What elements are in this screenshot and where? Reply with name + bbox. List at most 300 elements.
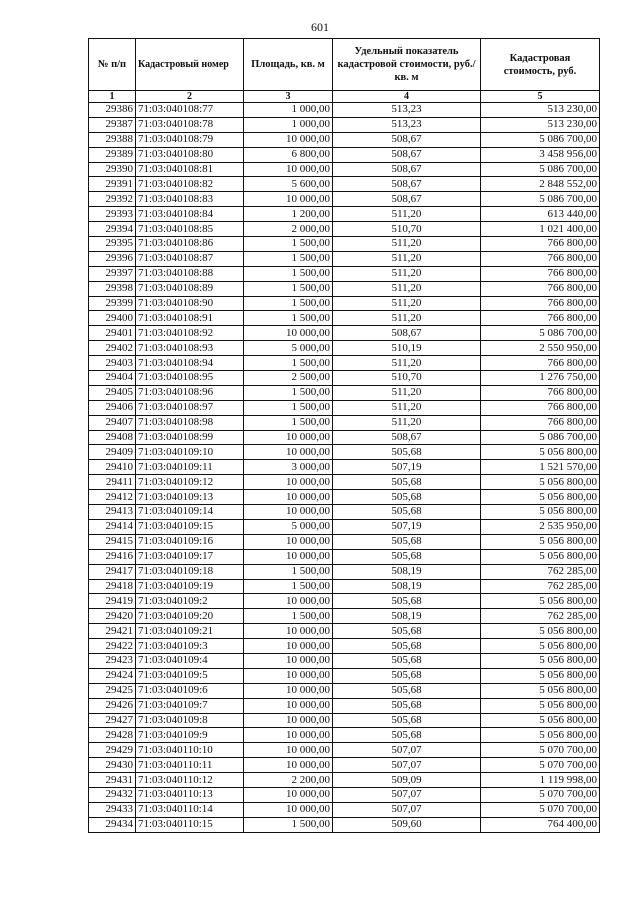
table-row <box>89 117 600 132</box>
unit-value-cell: 508,67 <box>333 326 481 341</box>
table-row <box>89 683 600 698</box>
cadastral-value-cell: 5 056 800,00 <box>481 534 600 549</box>
cadastral-number-cell: 71:03:040108:83 <box>136 192 244 207</box>
unit-value-cell: 511,20 <box>333 281 481 296</box>
unit-value-cell: 511,20 <box>333 237 481 252</box>
area-cell: 10 000,00 <box>244 653 333 668</box>
cadastral-value-cell: 766 800,00 <box>481 311 600 326</box>
row-number-cell: 29398 <box>89 281 136 296</box>
table-row <box>89 668 600 683</box>
table-row <box>89 713 600 728</box>
unit-value-cell: 508,67 <box>333 177 481 192</box>
column-number: 5 <box>481 91 600 103</box>
area-cell: 10 000,00 <box>244 758 333 773</box>
unit-value-cell: 508,19 <box>333 579 481 594</box>
unit-value-cell: 507,07 <box>333 802 481 817</box>
cadastral-value-cell: 5 056 800,00 <box>481 549 600 564</box>
row-number-cell: 29394 <box>89 222 136 237</box>
cadastral-value-cell: 766 800,00 <box>481 281 600 296</box>
table-row <box>89 609 600 624</box>
cadastral-number-cell: 71:03:040108:81 <box>136 162 244 177</box>
area-cell: 10 000,00 <box>244 624 333 639</box>
area-cell: 1 500,00 <box>244 237 333 252</box>
unit-value-cell: 505,68 <box>333 549 481 564</box>
area-cell: 1 500,00 <box>244 817 333 832</box>
area-cell: 10 000,00 <box>244 549 333 564</box>
cadastral-number-cell: 71:03:040108:99 <box>136 430 244 445</box>
unit-value-cell: 511,20 <box>333 311 481 326</box>
table-row <box>89 371 600 386</box>
unit-value-cell: 508,19 <box>333 609 481 624</box>
area-cell: 3 000,00 <box>244 460 333 475</box>
cadastral-number-cell: 71:03:040109:15 <box>136 519 244 534</box>
unit-value-cell: 505,68 <box>333 445 481 460</box>
row-number-cell: 29425 <box>89 683 136 698</box>
cadastral-number-cell: 71:03:040110:15 <box>136 817 244 832</box>
unit-value-cell: 505,68 <box>333 505 481 520</box>
table-body <box>89 103 600 833</box>
table-row <box>89 549 600 564</box>
cadastral-value-cell: 5 056 800,00 <box>481 698 600 713</box>
area-cell: 10 000,00 <box>244 639 333 654</box>
column-number: 3 <box>244 91 333 103</box>
cadastral-number-cell: 71:03:040108:98 <box>136 415 244 430</box>
cadastral-number-cell: 71:03:040108:96 <box>136 385 244 400</box>
area-cell: 2 200,00 <box>244 773 333 788</box>
table-row <box>89 326 600 341</box>
area-cell: 1 500,00 <box>244 296 333 311</box>
table-row <box>89 341 600 356</box>
area-cell: 1 500,00 <box>244 609 333 624</box>
row-number-cell: 29411 <box>89 475 136 490</box>
cadastral-value-cell: 613 440,00 <box>481 207 600 222</box>
unit-value-cell: 510,19 <box>333 341 481 356</box>
page-number: 601 <box>311 20 329 34</box>
cadastral-number-cell: 71:03:040108:87 <box>136 251 244 266</box>
area-cell: 10 000,00 <box>244 326 333 341</box>
table-row <box>89 385 600 400</box>
unit-value-cell: 507,19 <box>333 460 481 475</box>
table-row <box>89 475 600 490</box>
row-number-cell: 29421 <box>89 624 136 639</box>
cadastral-value-cell: 1 521 570,00 <box>481 460 600 475</box>
unit-value-cell: 507,07 <box>333 743 481 758</box>
cadastral-number-cell: 71:03:040108:89 <box>136 281 244 296</box>
cadastral-value-cell: 5 086 700,00 <box>481 430 600 445</box>
header-row-number: № п/п <box>89 39 136 91</box>
cadastral-value-cell: 5 056 800,00 <box>481 653 600 668</box>
row-number-cell: 29402 <box>89 341 136 356</box>
row-number-cell: 29419 <box>89 594 136 609</box>
cadastral-number-cell: 71:03:040108:91 <box>136 311 244 326</box>
area-cell: 1 500,00 <box>244 400 333 415</box>
cadastral-number-cell: 71:03:040108:80 <box>136 147 244 162</box>
unit-value-cell: 505,68 <box>333 534 481 549</box>
unit-value-cell: 505,68 <box>333 490 481 505</box>
table-row <box>89 222 600 237</box>
table-row <box>89 490 600 505</box>
row-number-cell: 29390 <box>89 162 136 177</box>
cadastral-value-cell: 513 230,00 <box>481 117 600 132</box>
cadastral-number-cell: 71:03:040110:11 <box>136 758 244 773</box>
area-cell: 10 000,00 <box>244 505 333 520</box>
cadastral-number-cell: 71:03:040109:6 <box>136 683 244 698</box>
cadastral-value-cell: 5 070 700,00 <box>481 743 600 758</box>
area-cell: 1 500,00 <box>244 356 333 371</box>
area-cell: 1 500,00 <box>244 415 333 430</box>
row-number-cell: 29427 <box>89 713 136 728</box>
cadastral-number-cell: 71:03:040109:13 <box>136 490 244 505</box>
cadastral-value-cell: 5 086 700,00 <box>481 162 600 177</box>
table-row <box>89 415 600 430</box>
table-row <box>89 132 600 147</box>
table-row <box>89 579 600 594</box>
cadastral-value-cell: 2 550 950,00 <box>481 341 600 356</box>
table-row <box>89 400 600 415</box>
area-cell: 5 000,00 <box>244 519 333 534</box>
table-row <box>89 147 600 162</box>
cadastral-value-cell: 5 056 800,00 <box>481 668 600 683</box>
table-row <box>89 505 600 520</box>
cadastral-number-cell: 71:03:040109:7 <box>136 698 244 713</box>
unit-value-cell: 505,68 <box>333 698 481 713</box>
unit-value-cell: 505,68 <box>333 668 481 683</box>
cadastral-value-cell: 3 458 956,00 <box>481 147 600 162</box>
cadastral-number-cell: 71:03:040108:85 <box>136 222 244 237</box>
row-number-cell: 29429 <box>89 743 136 758</box>
cadastral-value-cell: 5 070 700,00 <box>481 787 600 802</box>
table-row <box>89 207 600 222</box>
unit-value-cell: 511,20 <box>333 415 481 430</box>
unit-value-cell: 509,09 <box>333 773 481 788</box>
cadastral-number-cell: 71:03:040108:97 <box>136 400 244 415</box>
unit-value-cell: 507,07 <box>333 787 481 802</box>
unit-value-cell: 508,67 <box>333 147 481 162</box>
column-number: 4 <box>333 91 481 103</box>
cadastral-value-cell: 1 276 750,00 <box>481 371 600 386</box>
unit-value-cell: 513,23 <box>333 117 481 132</box>
table-header <box>89 39 600 103</box>
area-cell: 10 000,00 <box>244 728 333 743</box>
unit-value-cell: 505,68 <box>333 728 481 743</box>
header-row <box>89 39 600 91</box>
area-cell: 10 000,00 <box>244 683 333 698</box>
row-number-cell: 29410 <box>89 460 136 475</box>
cadastral-value-cell: 2 535 950,00 <box>481 519 600 534</box>
cadastral-number-cell: 71:03:040108:86 <box>136 237 244 252</box>
cadastral-number-cell: 71:03:040109:10 <box>136 445 244 460</box>
table-row <box>89 519 600 534</box>
row-number-cell: 29418 <box>89 579 136 594</box>
cadastral-value-cell: 766 800,00 <box>481 251 600 266</box>
unit-value-cell: 505,68 <box>333 683 481 698</box>
cadastral-number-cell: 71:03:040110:10 <box>136 743 244 758</box>
cadastral-number-cell: 71:03:040109:2 <box>136 594 244 609</box>
area-cell: 10 000,00 <box>244 713 333 728</box>
cadastral-number-cell: 71:03:040108:93 <box>136 341 244 356</box>
unit-value-cell: 511,20 <box>333 356 481 371</box>
row-number-cell: 29399 <box>89 296 136 311</box>
area-cell: 10 000,00 <box>244 668 333 683</box>
cadastral-value-cell: 766 800,00 <box>481 385 600 400</box>
area-cell: 1 500,00 <box>244 311 333 326</box>
area-cell: 1 500,00 <box>244 266 333 281</box>
table-row <box>89 773 600 788</box>
unit-value-cell: 511,20 <box>333 207 481 222</box>
cadastral-value-cell: 2 848 552,00 <box>481 177 600 192</box>
row-number-cell: 29407 <box>89 415 136 430</box>
row-number-cell: 29386 <box>89 103 136 118</box>
cadastral-number-cell: 71:03:040109:4 <box>136 653 244 668</box>
cadastral-value-cell: 764 400,00 <box>481 817 600 832</box>
cadastral-value-cell: 762 285,00 <box>481 564 600 579</box>
table-row <box>89 296 600 311</box>
row-number-cell: 29420 <box>89 609 136 624</box>
cadastral-value-cell: 5 056 800,00 <box>481 624 600 639</box>
table-row <box>89 356 600 371</box>
area-cell: 1 000,00 <box>244 103 333 118</box>
area-cell: 10 000,00 <box>244 192 333 207</box>
table-row <box>89 534 600 549</box>
cadastral-value-cell: 5 070 700,00 <box>481 758 600 773</box>
table-row <box>89 266 600 281</box>
row-number-cell: 29426 <box>89 698 136 713</box>
cadastral-number-cell: 71:03:040108:84 <box>136 207 244 222</box>
cadastral-number-cell: 71:03:040108:95 <box>136 371 244 386</box>
area-cell: 1 500,00 <box>244 251 333 266</box>
row-number-cell: 29430 <box>89 758 136 773</box>
table-row <box>89 698 600 713</box>
unit-value-cell: 507,19 <box>333 519 481 534</box>
row-number-cell: 29422 <box>89 639 136 654</box>
cadastral-number-cell: 71:03:040109:11 <box>136 460 244 475</box>
table-row <box>89 162 600 177</box>
unit-value-cell: 511,20 <box>333 251 481 266</box>
unit-value-cell: 505,68 <box>333 653 481 668</box>
row-number-cell: 29395 <box>89 237 136 252</box>
table-row <box>89 653 600 668</box>
unit-value-cell: 505,68 <box>333 624 481 639</box>
table-row <box>89 177 600 192</box>
unit-value-cell: 509,60 <box>333 817 481 832</box>
table-row <box>89 192 600 207</box>
cadastral-value-cell: 5 056 800,00 <box>481 475 600 490</box>
row-number-cell: 29397 <box>89 266 136 281</box>
cadastral-number-cell: 71:03:040110:12 <box>136 773 244 788</box>
table-row <box>89 430 600 445</box>
unit-value-cell: 513,23 <box>333 103 481 118</box>
unit-value-cell: 505,68 <box>333 594 481 609</box>
cadastral-value-cell: 762 285,00 <box>481 609 600 624</box>
cadastral-number-cell: 71:03:040109:9 <box>136 728 244 743</box>
area-cell: 10 000,00 <box>244 534 333 549</box>
unit-value-cell: 508,67 <box>333 192 481 207</box>
cadastral-value-cell: 5 056 800,00 <box>481 683 600 698</box>
cadastral-number-cell: 71:03:040108:94 <box>136 356 244 371</box>
cadastral-number-cell: 71:03:040108:78 <box>136 117 244 132</box>
area-cell: 10 000,00 <box>244 162 333 177</box>
cadastral-number-cell: 71:03:040108:90 <box>136 296 244 311</box>
area-cell: 10 000,00 <box>244 787 333 802</box>
area-cell: 5 600,00 <box>244 177 333 192</box>
cadastral-value-cell: 5 070 700,00 <box>481 802 600 817</box>
cadastral-number-cell: 71:03:040109:16 <box>136 534 244 549</box>
table-row <box>89 237 600 252</box>
table-row <box>89 728 600 743</box>
cadastral-value-cell: 5 056 800,00 <box>481 728 600 743</box>
table-row <box>89 639 600 654</box>
table-row <box>89 251 600 266</box>
area-cell: 10 000,00 <box>244 445 333 460</box>
cadastral-number-cell: 71:03:040108:92 <box>136 326 244 341</box>
area-cell: 10 000,00 <box>244 132 333 147</box>
row-number-cell: 29434 <box>89 817 136 832</box>
area-cell: 10 000,00 <box>244 490 333 505</box>
unit-value-cell: 511,20 <box>333 266 481 281</box>
area-cell: 1 500,00 <box>244 281 333 296</box>
area-cell: 2 500,00 <box>244 371 333 386</box>
cadastral-value-cell: 766 800,00 <box>481 356 600 371</box>
cadastral-value-cell: 766 800,00 <box>481 415 600 430</box>
unit-value-cell: 508,19 <box>333 564 481 579</box>
row-number-cell: 29423 <box>89 653 136 668</box>
cadastral-value-cell: 5 056 800,00 <box>481 639 600 654</box>
row-number-cell: 29393 <box>89 207 136 222</box>
area-cell: 10 000,00 <box>244 594 333 609</box>
cadastral-number-cell: 71:03:040109:18 <box>136 564 244 579</box>
unit-value-cell: 508,67 <box>333 430 481 445</box>
cadastral-value-cell: 5 056 800,00 <box>481 505 600 520</box>
cadastral-number-cell: 71:03:040109:21 <box>136 624 244 639</box>
cadastral-value-cell: 513 230,00 <box>481 103 600 118</box>
row-number-cell: 29392 <box>89 192 136 207</box>
cadastral-value-cell: 766 800,00 <box>481 296 600 311</box>
table-row <box>89 743 600 758</box>
unit-value-cell: 511,20 <box>333 296 481 311</box>
row-number-cell: 29405 <box>89 385 136 400</box>
unit-value-cell: 510,70 <box>333 371 481 386</box>
table-row <box>89 594 600 609</box>
area-cell: 1 500,00 <box>244 385 333 400</box>
area-cell: 6 800,00 <box>244 147 333 162</box>
row-number-cell: 29415 <box>89 534 136 549</box>
row-number-cell: 29416 <box>89 549 136 564</box>
unit-value-cell: 505,68 <box>333 639 481 654</box>
row-number-cell: 29388 <box>89 132 136 147</box>
row-number-cell: 29406 <box>89 400 136 415</box>
header-area: Площадь, кв. м <box>244 39 333 91</box>
unit-value-cell: 511,20 <box>333 400 481 415</box>
cadastral-number-cell: 71:03:040109:3 <box>136 639 244 654</box>
unit-value-cell: 505,68 <box>333 475 481 490</box>
table-row <box>89 460 600 475</box>
area-cell: 1 200,00 <box>244 207 333 222</box>
row-number-cell: 29417 <box>89 564 136 579</box>
row-number-cell: 29396 <box>89 251 136 266</box>
table-row <box>89 624 600 639</box>
row-number-cell: 29409 <box>89 445 136 460</box>
row-number-cell: 29408 <box>89 430 136 445</box>
row-number-cell: 29389 <box>89 147 136 162</box>
cadastral-number-cell: 71:03:040109:14 <box>136 505 244 520</box>
cadastral-value-cell: 5 086 700,00 <box>481 192 600 207</box>
cadastral-value-cell: 5 086 700,00 <box>481 132 600 147</box>
row-number-cell: 29403 <box>89 356 136 371</box>
cadastral-number-cell: 71:03:040109:8 <box>136 713 244 728</box>
cadastral-number-cell: 71:03:040110:13 <box>136 787 244 802</box>
cadastral-value-cell: 5 056 800,00 <box>481 445 600 460</box>
table-row <box>89 281 600 296</box>
cadastral-number-cell: 71:03:040108:88 <box>136 266 244 281</box>
cadastral-value-cell: 766 800,00 <box>481 400 600 415</box>
area-cell: 1 000,00 <box>244 117 333 132</box>
area-cell: 1 500,00 <box>244 564 333 579</box>
cadastral-value-cell: 5 086 700,00 <box>481 326 600 341</box>
cadastral-value-cell: 766 800,00 <box>481 266 600 281</box>
table-row <box>89 445 600 460</box>
column-number-row <box>89 91 600 103</box>
row-number-cell: 29431 <box>89 773 136 788</box>
cadastral-value-cell: 1 021 400,00 <box>481 222 600 237</box>
table-row <box>89 564 600 579</box>
table-row <box>89 103 600 118</box>
row-number-cell: 29414 <box>89 519 136 534</box>
unit-value-cell: 508,67 <box>333 132 481 147</box>
table-row <box>89 802 600 817</box>
cadastral-value-cell: 5 056 800,00 <box>481 490 600 505</box>
header-unit-value: Удельный показатель кадастровой стоимости, руб./кв. м <box>333 39 481 91</box>
row-number-cell: 29412 <box>89 490 136 505</box>
row-number-cell: 29413 <box>89 505 136 520</box>
table-row <box>89 758 600 773</box>
cadastral-value-table <box>88 38 600 833</box>
row-number-cell: 29428 <box>89 728 136 743</box>
cadastral-number-cell: 71:03:040109:20 <box>136 609 244 624</box>
column-number: 1 <box>89 91 136 103</box>
cadastral-number-cell: 71:03:040109:5 <box>136 668 244 683</box>
row-number-cell: 29404 <box>89 371 136 386</box>
header-cadastral-value: Кадастровая стоимость, руб. <box>481 39 600 91</box>
row-number-cell: 29387 <box>89 117 136 132</box>
unit-value-cell: 511,20 <box>333 385 481 400</box>
table-row <box>89 787 600 802</box>
row-number-cell: 29391 <box>89 177 136 192</box>
cadastral-number-cell: 71:03:040108:77 <box>136 103 244 118</box>
cadastral-value-cell: 1 119 998,00 <box>481 773 600 788</box>
unit-value-cell: 508,67 <box>333 162 481 177</box>
header-cadastral-number: Кадастровый номер <box>136 39 244 91</box>
cadastral-value-cell: 766 800,00 <box>481 237 600 252</box>
area-cell: 10 000,00 <box>244 802 333 817</box>
column-number: 2 <box>136 91 244 103</box>
cadastral-number-cell: 71:03:040109:17 <box>136 549 244 564</box>
row-number-cell: 29401 <box>89 326 136 341</box>
unit-value-cell: 505,68 <box>333 713 481 728</box>
row-number-cell: 29424 <box>89 668 136 683</box>
area-cell: 10 000,00 <box>244 430 333 445</box>
area-cell: 2 000,00 <box>244 222 333 237</box>
table-row <box>89 311 600 326</box>
cadastral-number-cell: 71:03:040108:82 <box>136 177 244 192</box>
cadastral-number-cell: 71:03:040109:19 <box>136 579 244 594</box>
area-cell: 10 000,00 <box>244 698 333 713</box>
area-cell: 10 000,00 <box>244 743 333 758</box>
area-cell: 10 000,00 <box>244 475 333 490</box>
row-number-cell: 29400 <box>89 311 136 326</box>
table-row <box>89 817 600 832</box>
cadastral-value-cell: 5 056 800,00 <box>481 594 600 609</box>
cadastral-number-cell: 71:03:040109:12 <box>136 475 244 490</box>
